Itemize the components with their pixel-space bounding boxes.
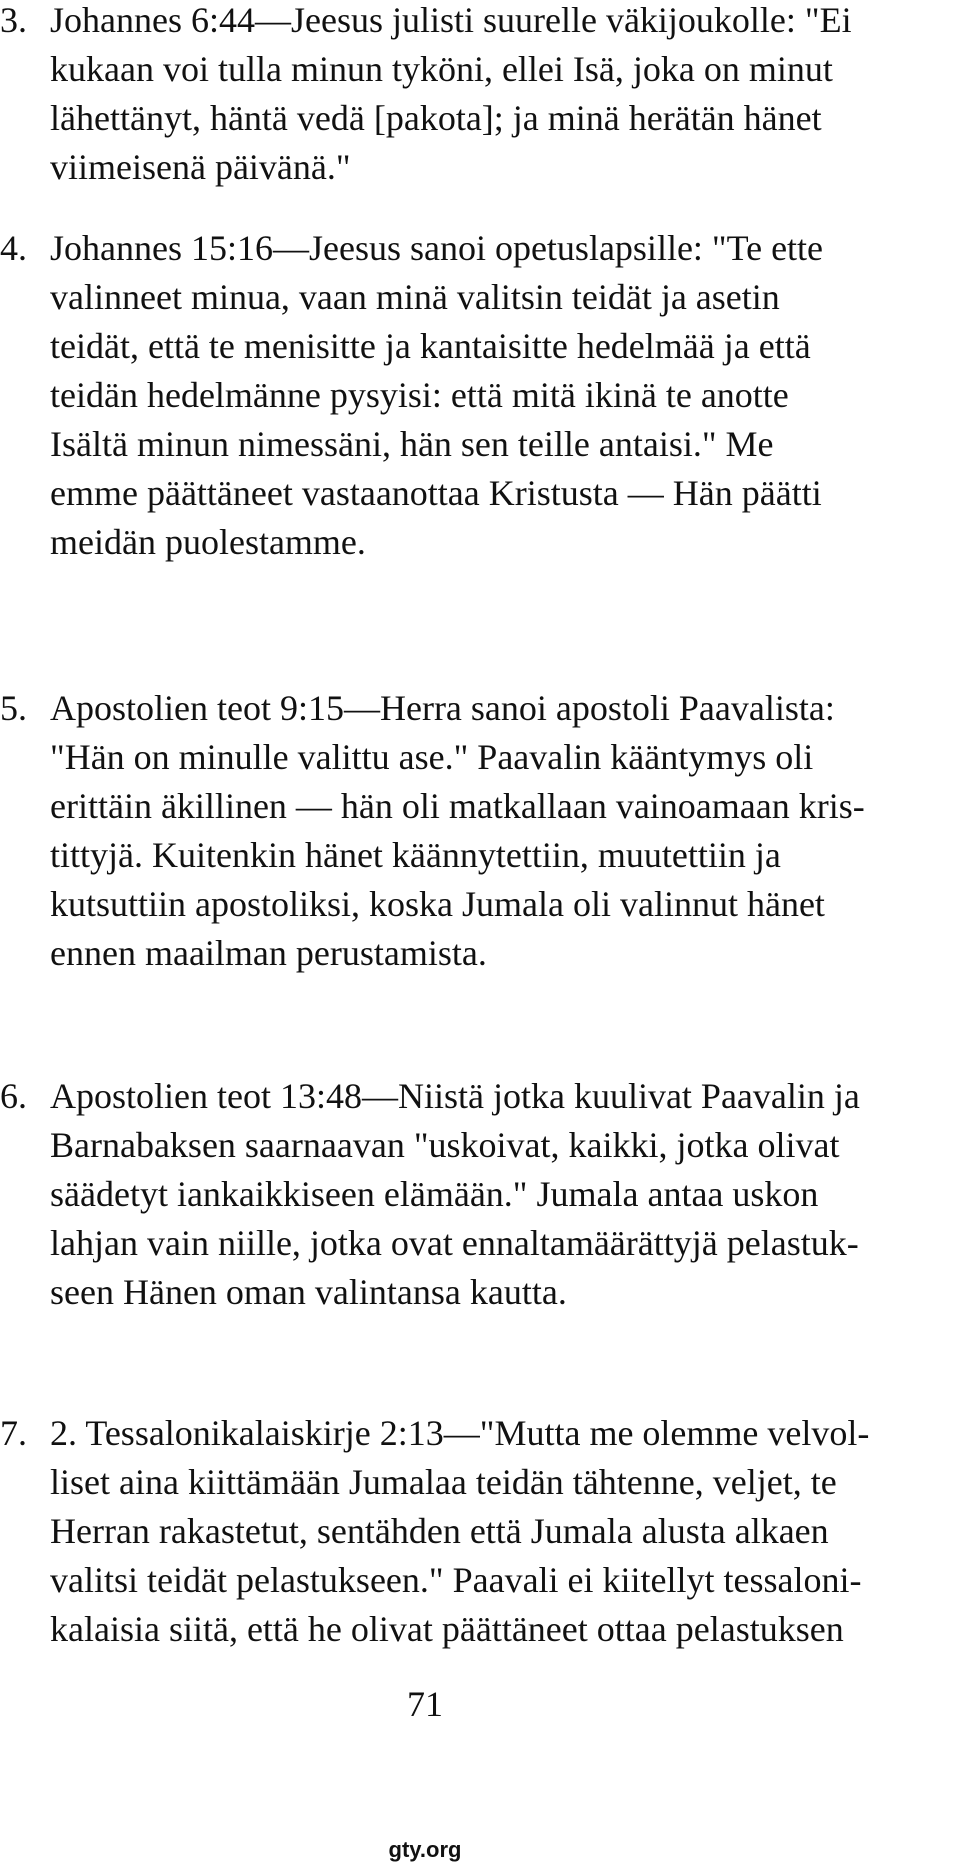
item-line: Johannes 15:16—Jeesus sanoi opetuslapsille: "Te ette bbox=[50, 228, 824, 268]
item-number: 7. bbox=[0, 1413, 27, 1453]
item-line: "Hän on minulle valittu ase." Paavalin kääntymys oli bbox=[50, 737, 814, 777]
item-line: emme päättäneet vastaanottaa Kristusta — Hän päätti bbox=[50, 473, 822, 513]
item-line: säädetyt iankaikkiseen elämään." Jumala antaa uskon bbox=[50, 1174, 819, 1214]
item-line: teidät, että te menisitte ja kantaisitte hedelmää ja että bbox=[50, 326, 811, 366]
item-line: liset aina kiittämään Jumalaa teidän tähtenne, veljet, te bbox=[50, 1462, 837, 1502]
item-line: Apostolien teot 9:15—Herra sanoi apostoli Paavalista: bbox=[50, 688, 835, 728]
item-line: Johannes 6:44—Jeesus julisti suurelle väkijoukolle: "Ei bbox=[50, 0, 852, 40]
item-line: kalaisia siitä, että he olivat päättäneet ottaa pelastuksen bbox=[50, 1609, 844, 1649]
item-line: valitsi teidät pelastukseen." Paavali ei kiitellyt tessaloni- bbox=[50, 1560, 862, 1600]
item-line: kukaan voi tulla minun tyköni, ellei Isä, joka on minut bbox=[50, 49, 833, 89]
footer-site-label: gty.org bbox=[388, 1837, 462, 1862]
item-number: 5. bbox=[0, 688, 27, 728]
item-line: tittyjä. Kuitenkin hänet käännytettiin, muutettiin ja bbox=[50, 835, 781, 875]
item-number: 3. bbox=[0, 0, 27, 40]
item-line: Isältä minun nimessäni, hän sen teille antaisi." Me bbox=[50, 424, 774, 464]
item-line: Herran rakastetut, sentähden että Jumala alusta alkaen bbox=[50, 1511, 829, 1551]
item-line: lähettänyt, häntä vedä [pakota]; ja minä herätän hänet bbox=[50, 98, 822, 138]
item-line: kutsuttiin apostoliksi, koska Jumala oli valinnut hänet bbox=[50, 884, 825, 924]
item-number: 4. bbox=[0, 228, 27, 268]
item-line: seen Hänen oman valintansa kautta. bbox=[50, 1272, 567, 1312]
item-line: lahjan vain niille, jotka ovat ennaltamäärättyjä pelastuk- bbox=[50, 1223, 859, 1263]
item-line: viimeisenä päivänä." bbox=[50, 147, 351, 187]
item-number: 6. bbox=[0, 1076, 27, 1116]
item-line: erittäin äkillinen — hän oli matkallaan vainoamaan kris- bbox=[50, 786, 865, 826]
item-line: Barnabaksen saarnaavan "uskoivat, kaikki, jotka olivat bbox=[50, 1125, 840, 1165]
item-line: Apostolien teot 13:48—Niistä jotka kuulivat Paavalin ja bbox=[50, 1076, 860, 1116]
page-number: 71 bbox=[407, 1684, 443, 1724]
item-line: valinneet minua, vaan minä valitsin teidät ja asetin bbox=[50, 277, 780, 317]
item-line: 2. Tessalonikalaiskirje 2:13—"Mutta me olemme velvol- bbox=[50, 1413, 870, 1453]
item-line: meidän puolestamme. bbox=[50, 522, 366, 562]
item-line: teidän hedelmänne pysyisi: että mitä ikinä te anotte bbox=[50, 375, 789, 415]
item-line: ennen maailman perustamista. bbox=[50, 933, 487, 973]
